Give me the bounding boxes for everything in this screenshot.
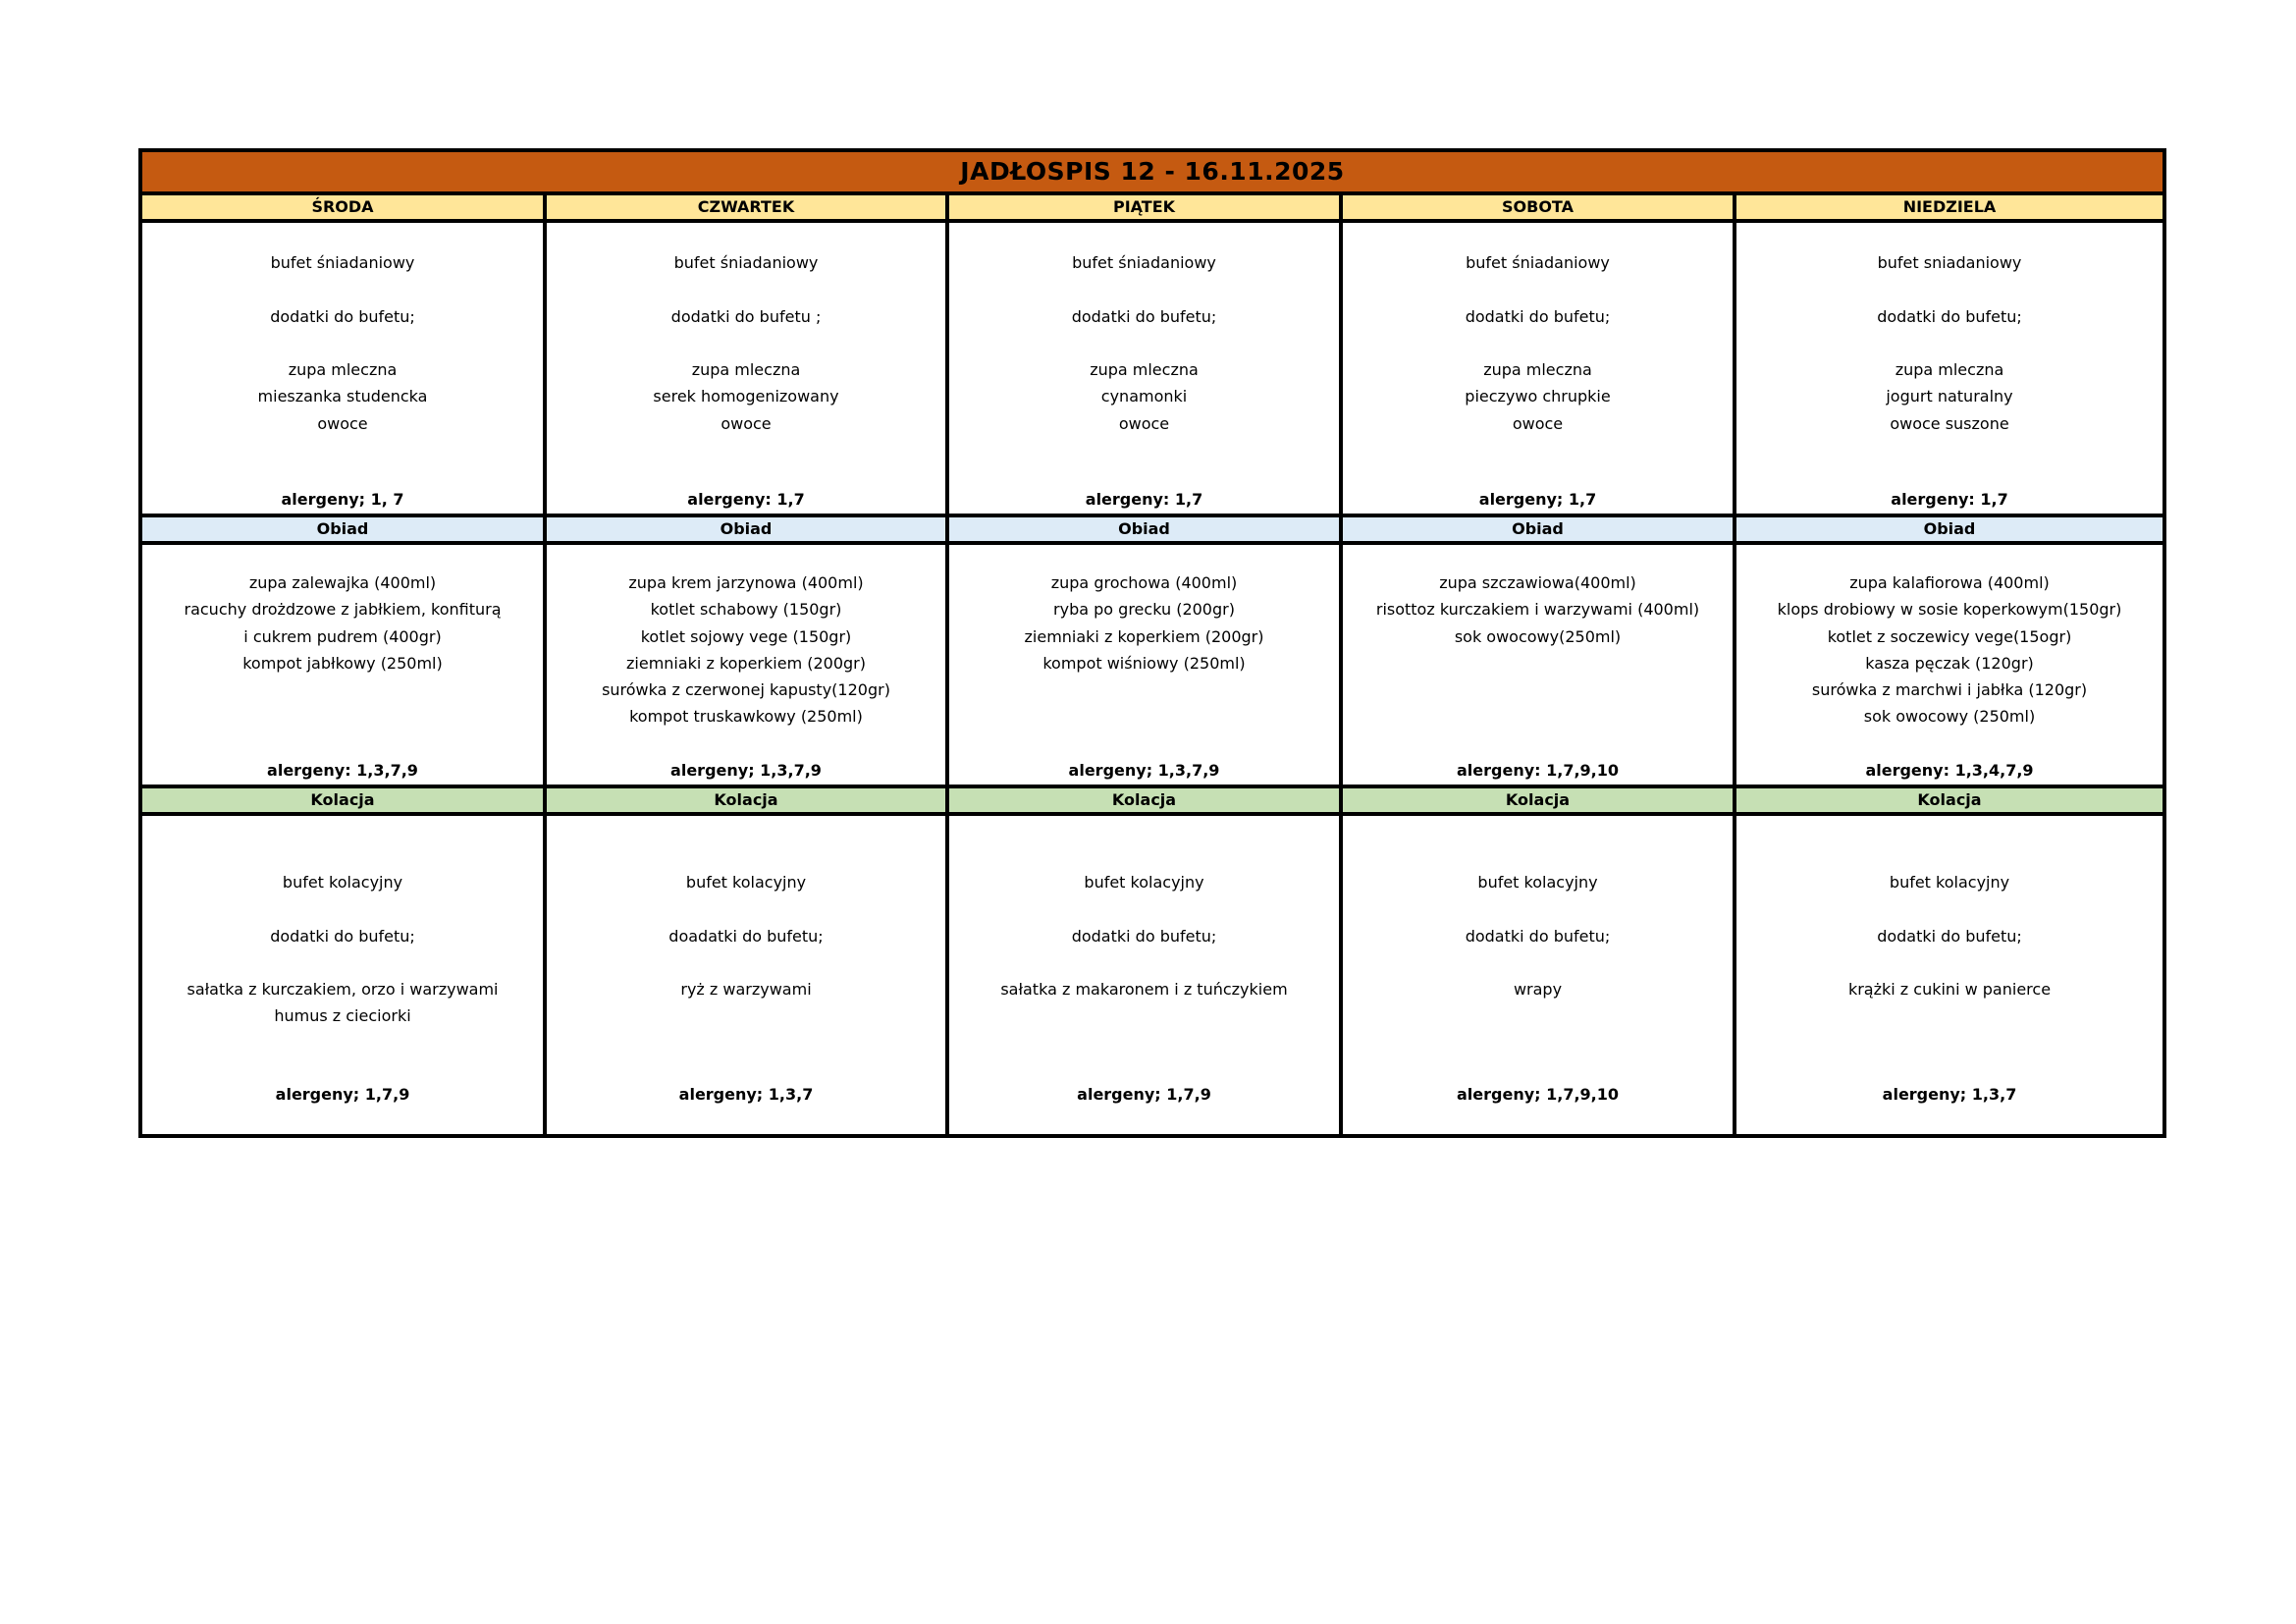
lunch-items: zupa grochowa (400ml) ryba po grecku (200gr) ziemniaki z koperkiem (200gr) kompot wiśniowy (250ml) [1024, 573, 1264, 673]
dinner-header: Kolacja [140, 786, 545, 814]
lunch-cell-czwartek [545, 543, 947, 786]
breakfast-items: bufet śniadaniowy dodatki do bufetu; zupa mleczna pieczywo chrupkie owoce [1465, 253, 1611, 433]
dinner-items: bufet kolacyjny dodatki do bufetu; krążki z cukini w panierce [1847, 873, 2052, 1000]
lunch-header: Obiad [1341, 515, 1735, 543]
breakfast-allergens: alergeny; 1,7 [1478, 490, 1597, 509]
dinner-cell-sobota [1341, 814, 1735, 1136]
lunch-cell-sobota [1341, 543, 1735, 786]
dinner-allergens: alergeny; 1,3,7 [678, 1085, 814, 1104]
lunch-cell-piatek [947, 543, 1341, 786]
lunch-allergens: alergeny: 1,3,7,9 [267, 761, 418, 780]
lunch-allergens: alergeny; 1,3,7,9 [1068, 761, 1220, 780]
lunch-header-row [140, 515, 2164, 543]
lunch-items: zupa szczawiowa(400ml) risottoz kurczakiem i warzywami (400ml) sok owocowy(250ml) [1375, 573, 1700, 646]
breakfast-items: bufet śniadaniowy dodatki do bufetu ; zupa mleczna serek homogenizowany owoce [653, 253, 839, 433]
breakfast-row [140, 221, 2164, 515]
dinner-cell-niedziela [1735, 814, 2164, 1136]
breakfast-items: bufet śniadaniowy dodatki do bufetu; zupa mleczna mieszanka studencka owoce [257, 253, 428, 433]
dinner-allergens: alergeny; 1,3,7 [1882, 1085, 2017, 1104]
lunch-allergens: alergeny: 1,3,4,7,9 [1865, 761, 2034, 780]
dinner-allergens: alergeny; 1,7,9 [275, 1085, 410, 1104]
dinner-items: bufet kolacyjny doadatki do bufetu; ryż z warzywami [668, 873, 824, 1000]
menu-table [138, 148, 2166, 1138]
day-header-sobota: SOBOTA [1341, 193, 1735, 221]
breakfast-allergens: alergeny: 1,7 [1891, 490, 2008, 509]
day-header-row [140, 193, 2164, 221]
day-header-sroda: ŚRODA [140, 193, 545, 221]
lunch-header: Obiad [1735, 515, 2164, 543]
lunch-items: zupa zalewajka (400ml) racuchy drożdzowe z jabłkiem, konfiturą i cukrem pudrem (400gr) kompot jabłkowy (250ml) [184, 573, 502, 673]
lunch-allergens: alergeny: 1,7,9,10 [1456, 761, 1619, 780]
day-header-piatek: PIĄTEK [947, 193, 1341, 221]
menu-title: JADŁOSPIS 12 - 16.11.2025 [140, 150, 2164, 193]
dinner-items: bufet kolacyjny dodatki do bufetu; sałatka z kurczakiem, orzo i warzywami humus z cieciorki [187, 873, 499, 1026]
breakfast-cell-sroda [140, 221, 545, 515]
lunch-row [140, 543, 2164, 786]
dinner-items: bufet kolacyjny dodatki do bufetu; wrapy [1465, 873, 1611, 1000]
breakfast-cell-niedziela [1735, 221, 2164, 515]
lunch-header: Obiad [140, 515, 545, 543]
lunch-allergens: alergeny; 1,3,7,9 [670, 761, 822, 780]
dinner-cell-czwartek [545, 814, 947, 1136]
dinner-cell-sroda [140, 814, 545, 1136]
breakfast-items: bufet śniadaniowy dodatki do bufetu; zupa mleczna cynamonki owoce [1071, 253, 1217, 433]
dinner-cell-piatek [947, 814, 1341, 1136]
breakfast-cell-czwartek [545, 221, 947, 515]
day-header-czwartek: CZWARTEK [545, 193, 947, 221]
dinner-header: Kolacja [545, 786, 947, 814]
breakfast-allergens: alergeny; 1, 7 [281, 490, 404, 509]
lunch-items: zupa kalafiorowa (400ml) klops drobiowy w sosie koperkowym(150gr) kotlet z soczewicy vege(15ogr) kasza pęczak (120gr) surówka z marchwi i jabłka (120gr) sok owocowy (250ml) [1777, 573, 2122, 727]
lunch-header: Obiad [545, 515, 947, 543]
lunch-items: zupa krem jarzynowa (400ml) kotlet schabowy (150gr) kotlet sojowy vege (150gr) ziemniaki z koperkiem (200gr) surówka z czerwonej kapusty(120gr) kompot truskawkowy (250ml) [602, 573, 890, 727]
dinner-header: Kolacja [947, 786, 1341, 814]
breakfast-allergens: alergeny: 1,7 [1085, 490, 1203, 509]
dinner-allergens: alergeny; 1,7,9,10 [1456, 1085, 1619, 1104]
lunch-cell-niedziela [1735, 543, 2164, 786]
breakfast-cell-piatek [947, 221, 1341, 515]
lunch-cell-sroda [140, 543, 545, 786]
lunch-header: Obiad [947, 515, 1341, 543]
dinner-row [140, 814, 2164, 1136]
dinner-header: Kolacja [1735, 786, 2164, 814]
dinner-header-row [140, 786, 2164, 814]
breakfast-allergens: alergeny: 1,7 [687, 490, 805, 509]
breakfast-items: bufet sniadaniowy dodatki do bufetu; zupa mleczna jogurt naturalny owoce suszone [1877, 253, 2022, 433]
dinner-allergens: alergeny; 1,7,9 [1077, 1085, 1211, 1104]
breakfast-cell-sobota [1341, 221, 1735, 515]
dinner-items: bufet kolacyjny dodatki do bufetu; sałatka z makaronem i z tuńczykiem [1000, 873, 1288, 1000]
day-header-niedziela: NIEDZIELA [1735, 193, 2164, 221]
dinner-header: Kolacja [1341, 786, 1735, 814]
